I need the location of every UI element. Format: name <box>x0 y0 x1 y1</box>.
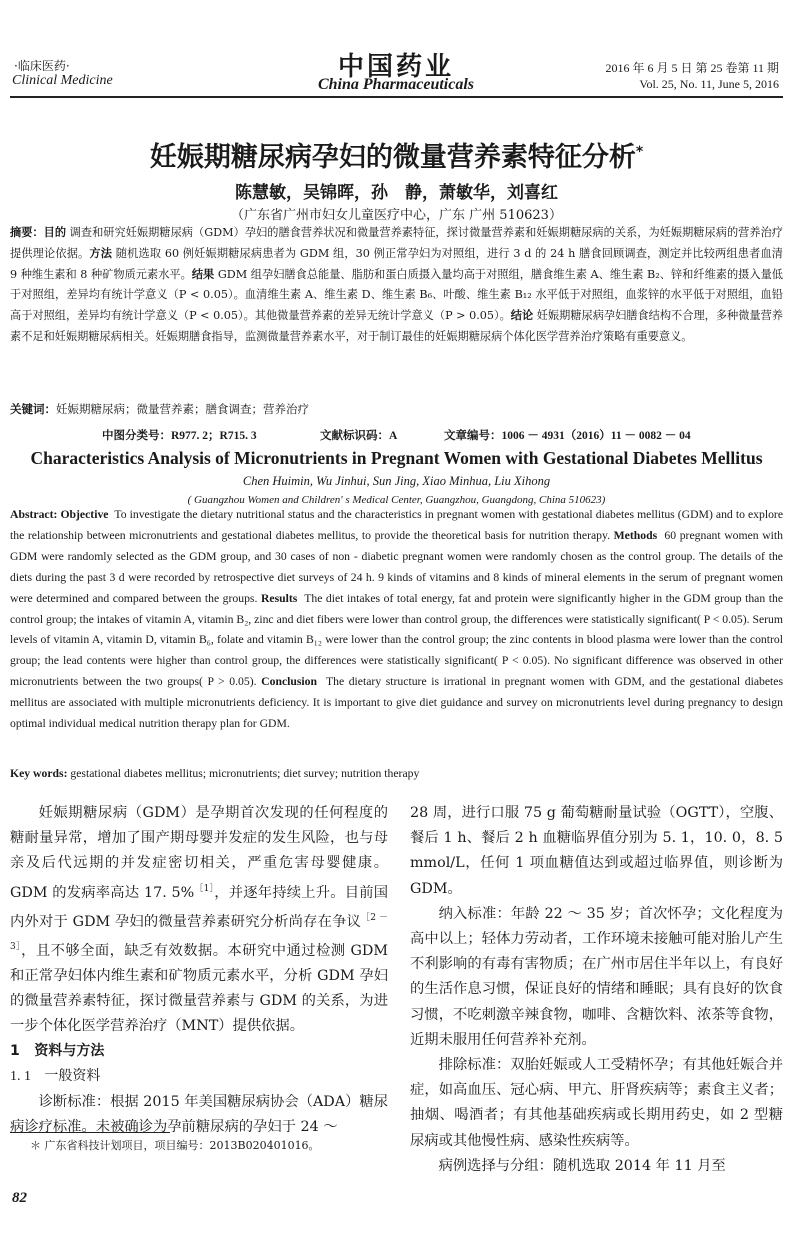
article-number-label: 文章编号： <box>444 428 502 442</box>
clc-label: 中图分类号： <box>102 428 171 442</box>
diagnosis-paragraph: 诊断标准：根据 2015 年美国糖尿病协会（ADA）糖尿病诊疗标准。未被确诊为孕前糖尿病的孕妇于 24 ～ <box>10 1093 388 1135</box>
body-right-column <box>410 801 783 1179</box>
inclusion-criteria: 纳入标准：年龄 22 ～ 35 岁；首次怀孕；文化程度为高中以上；轻体力劳动者，工作环境未接触可能对胎儿产生不利影响的有毒有害物质；在广州市居住半年以上，有良好的生活作息习惯，保证良好的情绪和睡眠；具有良好的饮食习惯，不吃刺激辛辣食物，咖啡、含糖饮料、浓茶等食物，近期未服用任何营养补充剂。 <box>410 905 783 1048</box>
exclusion-criteria: 排除标准：双胎妊娠或人工受精怀孕；有其他妊娠合并症，如高血压、冠心病、甲亢、肝肾疾病等；素食主义者；抽烟、喝酒者；有其他基础疾病或长期用药史，如 2 型糖尿病或其他慢性病、感染性疾病等。 <box>410 1057 783 1149</box>
authors-en: Chen Huimin, Wu Jinhui, Sun Jing, Xiao Minhua, Liu Xihong <box>242 474 551 488</box>
abstract-en-conclusion-label: Conclusion <box>261 675 318 689</box>
abstract-en-results-label: Results <box>260 591 298 605</box>
clc-value: R977. 2；R715. 3 <box>171 430 257 442</box>
document-code <box>320 427 397 443</box>
section-heading-1-1 <box>10 1064 388 1089</box>
body-left-column <box>10 801 388 1140</box>
abstract-en-methods: 60 pregnant women with GDM were randomly selected as the GDM group, and 30 cases of non - diabetic pregnant women were randomly chosen as the control group. The details of the diets during the past 3 d were recorded by retrospective diet surveys of 24 h. 9 kinds of vitamins and 8 kinds of mineral elements in the serum of pregnant women were determined and compared between the groups. <box>10 528 784 605</box>
title-text: 妊娠期糖尿病孕妇的微量营养素特征分析 <box>149 142 636 173</box>
title-en: Characteristics Analysis of Micronutrients in Pregnant Women with Gestational Diabetes Mellitus <box>30 448 763 468</box>
abstract-en-objective-label: Objective <box>60 508 109 521</box>
article-number <box>444 427 691 443</box>
keywords-en-label: Key words: <box>10 767 68 780</box>
intro-paragraph <box>10 801 388 1039</box>
case-selection: 病例选择与分组：随机选取 2014 年 11 月至 <box>438 1157 726 1174</box>
abstract-cn-results: GDM 组孕妇膳食总能量、脂肪和蛋白质摄入量均高于对照组，膳食维生素 A、维生素 B₂、锌和纤维素的摄入量低于对照组，差异均有统计学意义（P < 0.05）。血清维生素 A、维生素 D、维生素 B₆、叶酸、维生素 B₁₂ 水平低于对照组，血浆锌的水平低于对照组，血铅高于对照组，差异均有统计学意义（P < 0.05）。其他微量营养素的差异无统计学意义（P > 0.05）。 <box>10 267 783 323</box>
section-1-title: 资料与方法 <box>34 1043 105 1060</box>
title-footnote-mark: * <box>635 144 644 160</box>
footnote: ＊ 广东省科技计划项目，项目编号：2013B020401016。 <box>30 1139 320 1152</box>
abstract-en-body <box>10 505 783 735</box>
page-number: 82 <box>12 1190 27 1206</box>
document-code-label: 文献标识码： <box>320 428 389 442</box>
issue-info-en: Vol. 25, No. 11, June 5, 2016 <box>639 77 779 91</box>
keywords-cn-text: 妊娠期糖尿病；微量营养素；膳食调查；营养治疗 <box>56 402 309 416</box>
document-code-value: A <box>389 430 398 442</box>
article-number-value: 1006 － 4931（2016）11 － 0082 － 04 <box>501 430 691 442</box>
section-1-1-number: 1. 1 <box>10 1069 31 1085</box>
issue-info-cn: 2016 年 6 月 5 日 第 25 卷第 11 期 <box>605 61 779 75</box>
section-1-number: 1 <box>10 1043 20 1060</box>
footnote-rule <box>10 1132 170 1133</box>
abstract-cn-purpose-label: 目的 <box>43 226 67 239</box>
journal-name-cn: 中国药业 <box>337 52 454 82</box>
abstract-en-results: The diet intakes of total energy, fat and protein were significantly higher in the GDM group than the control group; the intakes of vitamin A, vitamin B₂, zinc and diet fibers were lower than control group, the differences were statistically significant( P < 0.05). Serum levels of vitamin A, vitamin D, vitamin B₆, folate and vitamin B₁₂ were lower than the control group; the zinc contents in blood plasma were lower than the control group; the lead contents were higher than control group, the differences were statistically significant( P < 0.05). No significant difference was observed in other micronutrients between the two groups( P > 0.05). <box>10 591 784 689</box>
abstract-cn-methods-label: 方法 <box>89 246 113 260</box>
abstract-cn-results-label: 结果 <box>191 267 215 281</box>
intro-text-c: ，且不够全面，缺乏有效数据。本研究中通过检测 GDM 和正常孕妇体内维生素和矿物质元素水平，分析 GDM 孕妇的微量营养素特征，探讨微量营养素与 GDM 的关系，为进一步个体化医学营养治疗（MNT）提供依据。 <box>10 942 388 1034</box>
authors-cn: 陈慧敏，吴锦晖，孙 静，萧敏华，刘喜红 <box>235 183 558 203</box>
citation-1: ［1］ <box>194 883 215 894</box>
section-heading-1 <box>10 1039 388 1064</box>
abstract-cn <box>10 223 783 348</box>
clc-number <box>102 427 257 443</box>
abstract-en-conclusion: The dietary structure is irrational in pregnant women with GDM, and the gestational diabetes mellitus are associated with multiple micronutrients deficiency. It is important to give diet guidance and survey on micronutrients level during pregnancy to design optimal individual medical nutrition therapy plan for GDM. <box>10 675 784 731</box>
abstract-cn-conclusion: 妊娠期糖尿病孕妇膳食结构不合理，多种微量营养素不足和妊娠期糖尿病相关。妊娠期膳食指导，监测微量营养素水平，对于制订最佳的妊娠期糖尿病个体化医学营养治疗策略有重要意义。 <box>10 309 783 343</box>
header-rule <box>10 96 783 98</box>
keywords-cn-label: 关键词： <box>10 402 56 416</box>
abstract-en-label: Abstract: <box>10 508 58 521</box>
affiliation-cn: （广东省广州市妇女儿童医疗中心，广东 广州 510623） <box>231 208 562 223</box>
abstract-en-objective: To investigate the dietary nutritional status and the characteristics in pregnant women with gestational diabetes mellitus (GDM) and to explore the relationship between micronutrients and gestational diabetes mellitus, to provide the theoretical basis for nutrition therapy. <box>10 508 784 542</box>
diagnosis-continued: 28 周，进行口服 75 g 葡萄糖耐量试验（OGTT），空腹、餐后 1 h、餐后 2 h 血糖临界值分别为 5. 1，10. 0，8. 5 mmol/L，任何 1 项血糖值达到或超过临界值，则诊断为 GDM。 <box>410 805 783 897</box>
intro-text-a: 妊娠期糖尿病（GDM）是孕期首次发现的任何程度的糖耐量异常，增加了围产期母婴并发症的发生风险，也与母亲及后代远期的并发症密切相关，严重危害母婴健康。GDM 的发病率高达 17. 5% <box>10 805 388 901</box>
journal-name-en: China Pharmaceuticals <box>317 76 475 93</box>
keywords-cn <box>10 401 783 417</box>
section-label-cn: ·临床医药· <box>14 59 70 73</box>
affiliation-en: ( Guangzhou Women and Children' s Medical Center, Guangzhou, Guangdong, China 510623) <box>187 494 606 506</box>
abstract-cn-conclusion-label: 结论 <box>510 309 534 323</box>
page-title <box>0 135 793 174</box>
abstract-cn-methods: 随机选取 60 例妊娠期糖尿病患者为 GDM 组，30 例正常孕妇为对照组，进行 3 d 的 24 h 膳食回顾调查，测定并比较两组患者血清 9 种维生素和 8 种矿物质元素水平。 <box>10 246 783 281</box>
abstract-cn-label: 摘要： <box>10 226 44 239</box>
intro-text-b: ，并逐年持续上升。目前国内外对于 GDM 孕妇的微量营养素研究分析尚存在争议 <box>10 884 389 930</box>
citation-2-3: ［2 － 3］ <box>10 912 388 952</box>
section-1-1-title: 一般资料 <box>44 1068 101 1085</box>
keywords-en <box>10 767 783 780</box>
abstract-cn-purpose: 调查和研究妊娠期糖尿病（GDM）孕妇的膳食营养状况和微量营养素特征，探讨微量营养素和妊娠期糖尿病的关系，为妊娠期糖尿病的营养治疗提供理论依据。 <box>10 226 783 260</box>
section-label-en: Clinical Medicine <box>12 73 113 88</box>
keywords-en-text: gestational diabetes mellitus; micronutrients; diet survey; nutrition therapy <box>70 767 420 780</box>
abstract-en-methods-label: Methods <box>613 528 658 542</box>
